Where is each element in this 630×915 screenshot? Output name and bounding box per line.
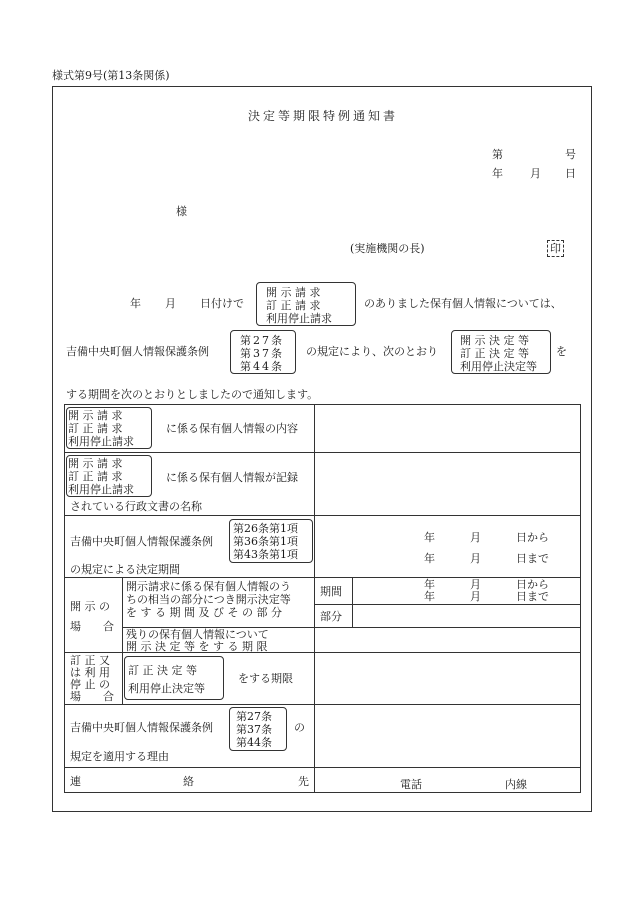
row4-left-label-line: 開 示 の xyxy=(70,600,110,613)
row5-left-label-line: 訂 正 又 xyxy=(70,654,110,667)
row1-request-item: 開 示 請 求 xyxy=(68,409,123,422)
row3-article-item: 第26条第1項 xyxy=(233,522,298,535)
row5-left-label-line: 停 止 の xyxy=(70,678,110,691)
row3-article-list xyxy=(233,522,298,561)
date-tsuki: 月 xyxy=(530,167,541,180)
row1-request-list xyxy=(68,409,134,448)
row4-to-hi: 日まで xyxy=(516,590,549,603)
row6-article-list xyxy=(236,710,272,749)
row4-deadline-field[interactable] xyxy=(315,628,580,652)
row3-to-nen: 年 xyxy=(424,552,435,565)
contact-raku: 絡 xyxy=(183,775,194,788)
intro-decision-item: 訂 正 決 定 等 xyxy=(460,347,529,360)
row4-bubun-label: 部分 xyxy=(320,610,342,623)
date-nen: 年 xyxy=(492,167,503,180)
row3-article-item: 第43条第1項 xyxy=(233,548,298,561)
row4-to-tsuki: 月 xyxy=(470,590,481,603)
contact-ren: 連 xyxy=(70,775,81,788)
intro-wo: を xyxy=(556,345,567,358)
row4-left-label xyxy=(70,597,114,637)
row1-content-field[interactable] xyxy=(315,405,580,452)
number-go: 号 xyxy=(565,148,576,161)
intro-after-requests: のありました保有個人情報については、 xyxy=(364,297,562,310)
intro-request-item: 開 示 請 求 xyxy=(266,286,321,299)
intro-date-tsuki: 月 xyxy=(165,297,176,310)
row5-decision-list xyxy=(128,662,205,698)
intro-decision-item: 開 示 決 定 等 xyxy=(460,334,529,347)
row2-request-item: 開 示 請 求 xyxy=(68,457,123,470)
row4-from-tsuki: 月 xyxy=(470,578,481,591)
row3-from-tsuki: 月 xyxy=(470,531,481,544)
extension-label: 内線 xyxy=(505,778,527,791)
row2-request-item: 利用停止請求 xyxy=(68,483,134,496)
row5-suffix: をする期限 xyxy=(238,672,293,685)
intro-article-list xyxy=(240,334,284,373)
row5-decision-item: 利用停止決定等 xyxy=(128,682,205,695)
row4-bubun-field[interactable] xyxy=(353,605,580,627)
row3-to-hi: 日まで xyxy=(516,552,549,565)
row6-article-item: 第37条 xyxy=(236,723,272,736)
intro-ordinance: 吉備中央町個人情報保護条例 xyxy=(66,345,209,358)
row2-request-list xyxy=(68,457,134,496)
intro-request-list xyxy=(266,286,332,325)
row1-request-item: 訂 正 請 求 xyxy=(68,422,123,435)
row-line xyxy=(64,577,581,578)
row6-article-item: 第27条 xyxy=(236,710,272,723)
row4-to-nen: 年 xyxy=(424,590,435,603)
row3-from-nen: 年 xyxy=(424,531,435,544)
intro-article-item: 第27条 xyxy=(240,334,284,347)
row6-reason-label: 規定を適用する理由 xyxy=(70,750,169,763)
row6-no: の xyxy=(294,721,305,734)
row4-kikan-label: 期間 xyxy=(320,585,342,598)
intro-per-provision: の規定により、次のとおり xyxy=(306,345,438,358)
intro-article-item: 第44条 xyxy=(240,360,284,373)
form-number: 様式第9号(第13条関係) xyxy=(52,69,170,82)
row6-ordinance: 吉備中央町個人情報保護条例 xyxy=(70,721,213,734)
number-dai: 第 xyxy=(492,148,503,161)
row5-left-label xyxy=(70,655,114,703)
row4-sub1-label xyxy=(126,580,291,619)
row4-sub1-line: 開示請求に係る保有個人情報のう xyxy=(126,580,291,593)
row1-label: に係る保有個人情報の内容 xyxy=(166,422,298,435)
intro-decision-list xyxy=(460,334,537,373)
row4-sub2-line: 残りの保有個人情報について xyxy=(126,628,269,641)
intro-closing: する期間を次のとおりとしましたので通知します。 xyxy=(66,388,319,401)
row5-left-divider xyxy=(122,652,123,704)
row2-document-field[interactable] xyxy=(315,453,580,515)
intro-request-item: 訂 正 請 求 xyxy=(266,299,321,312)
intro-article-item: 第37条 xyxy=(240,347,284,360)
row5-decision-item: 訂 正 決 定 等 xyxy=(128,664,197,677)
addressee-sama: 様 xyxy=(176,205,187,218)
row3-ordinance: 吉備中央町個人情報保護条例 xyxy=(70,535,213,548)
row4-sub2-label xyxy=(126,629,269,653)
row3-from-hi: 日から xyxy=(516,531,549,544)
row3-article-item: 第36条第1項 xyxy=(233,535,298,548)
row-line xyxy=(64,515,581,516)
row5-deadline-field[interactable] xyxy=(315,653,580,704)
row4-left-label-line: 場 合 xyxy=(70,620,114,633)
date-hi: 日 xyxy=(565,167,576,180)
row-line xyxy=(64,767,581,768)
row3-to-tsuki: 月 xyxy=(470,552,481,565)
row6-reason-field[interactable] xyxy=(315,705,580,767)
phone-label: 電話 xyxy=(400,778,422,791)
row4-from-nen: 年 xyxy=(424,578,435,591)
row4-sub1-line: ちの相当の部分につき開示決定等 xyxy=(126,593,291,606)
intro-decision-item: 利用停止決定等 xyxy=(460,360,537,373)
row1-request-item: 利用停止請求 xyxy=(68,435,134,448)
row4-sub1-line: を す る 期 間 及 び そ の 部 分 xyxy=(126,606,282,619)
row4-sub2-line: 開 示 決 定 等 を す る 期 限 xyxy=(126,640,268,653)
seal-mark: 印 xyxy=(547,240,564,257)
intro-request-item: 利用停止請求 xyxy=(266,312,332,325)
agency-head: (実施機関の長) xyxy=(350,242,425,255)
row5-left-label-line: 場 合 xyxy=(70,690,114,703)
row2-label-cont: されている行政文書の名称 xyxy=(70,500,202,513)
intro-date-nen: 年 xyxy=(130,297,141,310)
row2-label: に係る保有個人情報が記録 xyxy=(166,471,298,484)
row6-article-item: 第44条 xyxy=(236,736,272,749)
row5-left-label-line: は 利 用 xyxy=(70,666,110,679)
row2-request-item: 訂 正 請 求 xyxy=(68,470,123,483)
document-title: 決定等期限特例通知書 xyxy=(248,109,399,123)
intro-date-suffix: 日付けで xyxy=(200,297,244,310)
row4-from-hi: 日から xyxy=(516,578,549,591)
contact-saki: 先 xyxy=(298,775,309,788)
row4-left-divider xyxy=(122,577,123,652)
row3-suffix: の規定による決定期間 xyxy=(70,563,180,576)
